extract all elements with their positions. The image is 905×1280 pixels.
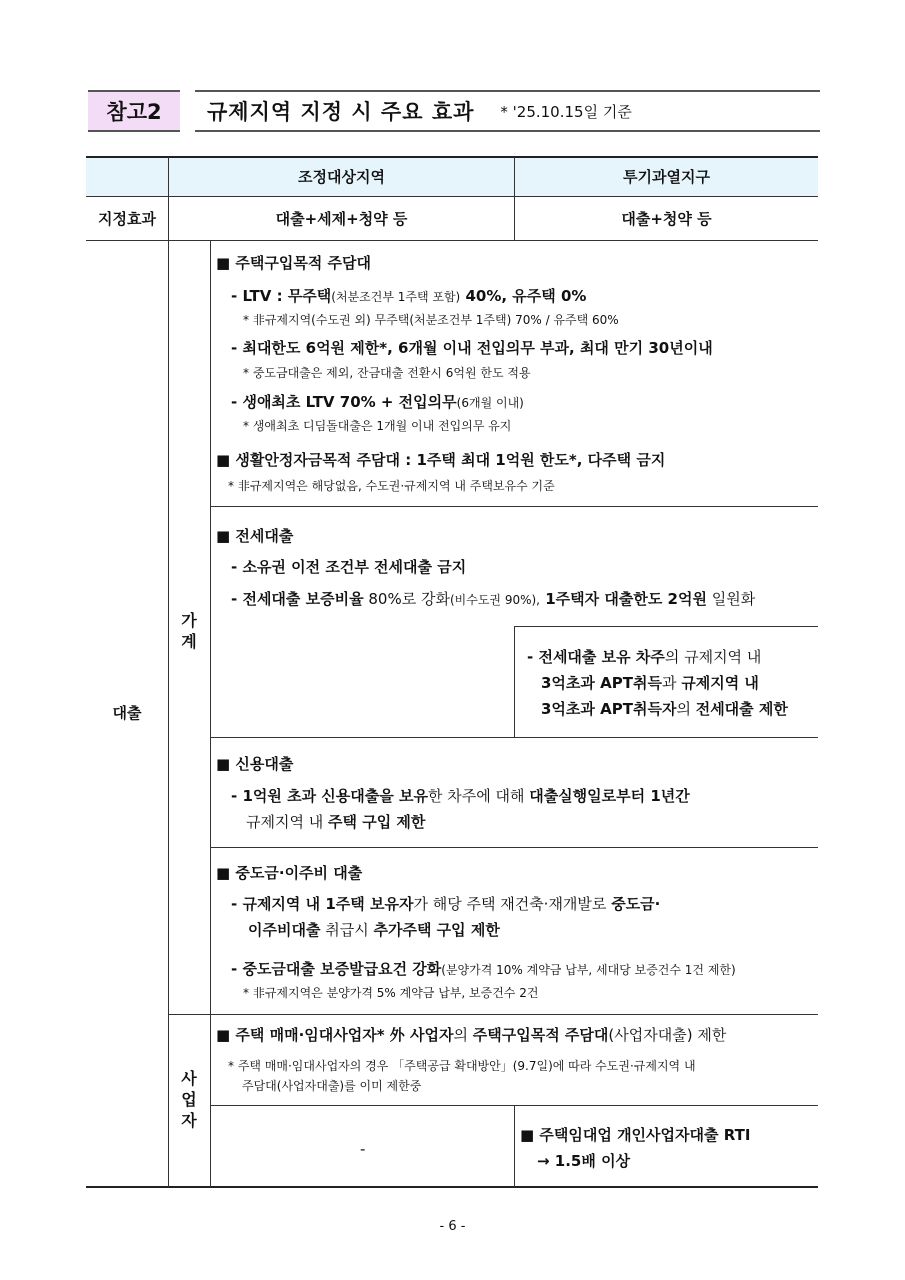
s3-l1b: 한 차주에 대해 — [427, 787, 530, 805]
s4-heading: ■ 중도금·이주비 대출 — [216, 864, 363, 882]
s1-note-4: * 非규제지역은 해당없음, 수도권·규제지역 내 주택보유수 기준 — [228, 479, 555, 493]
s2-r3b: 의 — [676, 700, 696, 718]
page-number: - 6 - — [439, 1219, 466, 1234]
s2-r3a: 3억초과 APT취득자 — [541, 700, 677, 718]
s4-l2b: 취급시 — [320, 921, 374, 939]
s5-l1d: (사업자대출) 제한 — [608, 1026, 727, 1044]
s4-l3a: - 중도금대출 보증발급요건 강화 — [231, 960, 442, 978]
col-rule — [210, 241, 211, 1187]
s1-note-3: * 생애최초 디딤돌대출은 1개월 이내 전입의무 유지 — [243, 419, 512, 433]
s2-heading: ■ 전세대출 — [216, 527, 294, 545]
s2-r3c: 전세대출 제한 — [695, 700, 788, 718]
s1-limit-line: - 최대한도 6억원 제한*, 6개월 이내 전입의무 부과, 최대 만기 30년이내 — [231, 339, 713, 357]
household-label: 가 계 — [181, 611, 197, 651]
s5-l1c: 주택구입목적 주담대 — [472, 1026, 609, 1044]
s4-note: * 非규제지역은 분양가격 5% 계약금 납부, 보증건수 2건 — [243, 986, 539, 1000]
rule-bottom — [86, 1186, 818, 1188]
s3-l2a: 규제지역 내 — [246, 813, 328, 831]
s5-l1a: ■ 주택 매매·임대사업자* 外 사업자 — [216, 1026, 454, 1044]
s3-l1c: 대출실행일로부터 1년간 — [529, 787, 690, 805]
s2-right-3 — [541, 700, 788, 718]
s4-line-2 — [248, 921, 500, 939]
s2-l2a: - 전세대출 보증비율 — [231, 590, 364, 608]
s4-l1b: 가 해당 주택 재건축·재개발로 — [413, 895, 612, 913]
s2-r2c: 규제지역 내 — [681, 674, 759, 692]
col-rule — [514, 1105, 515, 1187]
s2-right-2 — [541, 674, 759, 692]
s2-line-2 — [231, 590, 755, 608]
s2-r2a: 3억초과 APT취득 — [541, 674, 662, 692]
col-rule — [514, 626, 515, 737]
s4-l1a: - 규제지역 내 1주택 보유자 — [231, 895, 414, 913]
s1-first-small: (6개월 이내) — [456, 396, 524, 410]
s1-living-line: ■ 생활안정자금목적 주담대 : 1주택 최대 1억원 한도*, 다주택 금지 — [216, 451, 666, 469]
title-box — [195, 90, 820, 132]
col-rule — [168, 157, 169, 1187]
s4-l2a: 이주비대출 — [248, 921, 321, 939]
rule — [210, 847, 818, 848]
s3-l2b: 주택 구입 제한 — [328, 813, 426, 831]
s5-right-1: ■ 주택임대업 개인사업자대출 RTI — [520, 1126, 751, 1144]
effect-label: 지정효과 — [98, 210, 156, 228]
reference-badge: 참고2 — [88, 90, 180, 132]
s2-r1a: - 전세대출 보유 차주 — [527, 648, 665, 666]
rule — [86, 240, 818, 241]
s2-l2c: (비수도권 90%), — [449, 593, 540, 607]
rule — [210, 737, 818, 738]
s5-note-2: 주담대(사업자대출)를 이미 제한중 — [242, 1079, 422, 1093]
s5-left-dash: - — [360, 1140, 366, 1158]
s4-l3b: (분양가격 10% 계약금 납부, 세대당 보증건수 1건 제한) — [441, 963, 736, 977]
s3-l1a: - 1억원 초과 신용대출을 보유 — [231, 787, 428, 805]
effect-speculation: 대출+청약 등 — [621, 210, 712, 228]
col-header-speculation: 투기과열지구 — [515, 157, 818, 196]
s5-right-2: → 1.5배 이상 — [537, 1152, 631, 1170]
s1-ltv-line — [231, 287, 586, 305]
s5-line-1 — [216, 1026, 726, 1044]
s2-r2b: 과 — [661, 674, 682, 692]
s4-l2c: 추가주택 구입 제한 — [373, 921, 500, 939]
s2-l2d: 1주택자 대출한도 2억원 — [540, 590, 707, 608]
business-label: 사 업 자 — [181, 1069, 197, 1130]
rule — [168, 1014, 818, 1015]
s1-heading: ■ 주택구입목적 주담대 — [216, 254, 372, 272]
s2-r1b: 의 규제지역 내 — [664, 648, 762, 666]
s1-ltv-tail: 40%, 유주택 0% — [460, 287, 587, 305]
header-blank — [86, 157, 168, 196]
col-header-adjust: 조정대상지역 — [169, 157, 514, 196]
s5-l1b: 의 — [453, 1026, 473, 1044]
s5-note-1: * 주택 매매·임대사업자의 경우 「주택공급 확대방안」(9.7일)에 따라 수도권·규제지역 내 — [228, 1059, 696, 1073]
s1-ltv-text: - LTV : 무주택 — [231, 287, 332, 305]
s1-first-text: - 생애최초 LTV 70% + 전입의무 — [231, 393, 457, 411]
s2-l2e: 일원화 — [706, 590, 756, 608]
loan-label: 대출 — [112, 703, 142, 722]
s1-first-line — [231, 393, 524, 411]
effect-adjust: 대출+세제+청약 등 — [275, 210, 408, 228]
rule — [210, 506, 818, 507]
s3-heading: ■ 신용대출 — [216, 755, 294, 773]
s2-right-1 — [527, 648, 761, 666]
rule — [514, 626, 818, 627]
page-title: 규제지역 지정 시 주요 효과 — [207, 100, 475, 124]
s4-line-1 — [231, 895, 660, 913]
s4-line-3 — [231, 960, 736, 978]
title-date-note: * '25.10.15일 기준 — [500, 102, 632, 121]
s2-line-1: - 소유권 이전 조건부 전세대출 금지 — [231, 558, 467, 576]
s3-line-2 — [246, 813, 425, 831]
s3-line-1 — [231, 787, 690, 805]
s1-note-1: * 非규제지역(수도권 외) 무주택(처분조건부 1주택) 70% / 유주택 60% — [243, 313, 619, 327]
s4-l1c: 중도금· — [611, 895, 661, 913]
s1-ltv-small: (처분조건부 1주택 포함) — [331, 290, 461, 304]
rule-top — [86, 156, 818, 158]
s1-note-2: * 중도금대출은 제외, 잔금대출 전환시 6억원 한도 적용 — [243, 366, 531, 380]
s2-l2b: 80%로 강화 — [363, 590, 450, 608]
title-bar — [88, 90, 820, 133]
